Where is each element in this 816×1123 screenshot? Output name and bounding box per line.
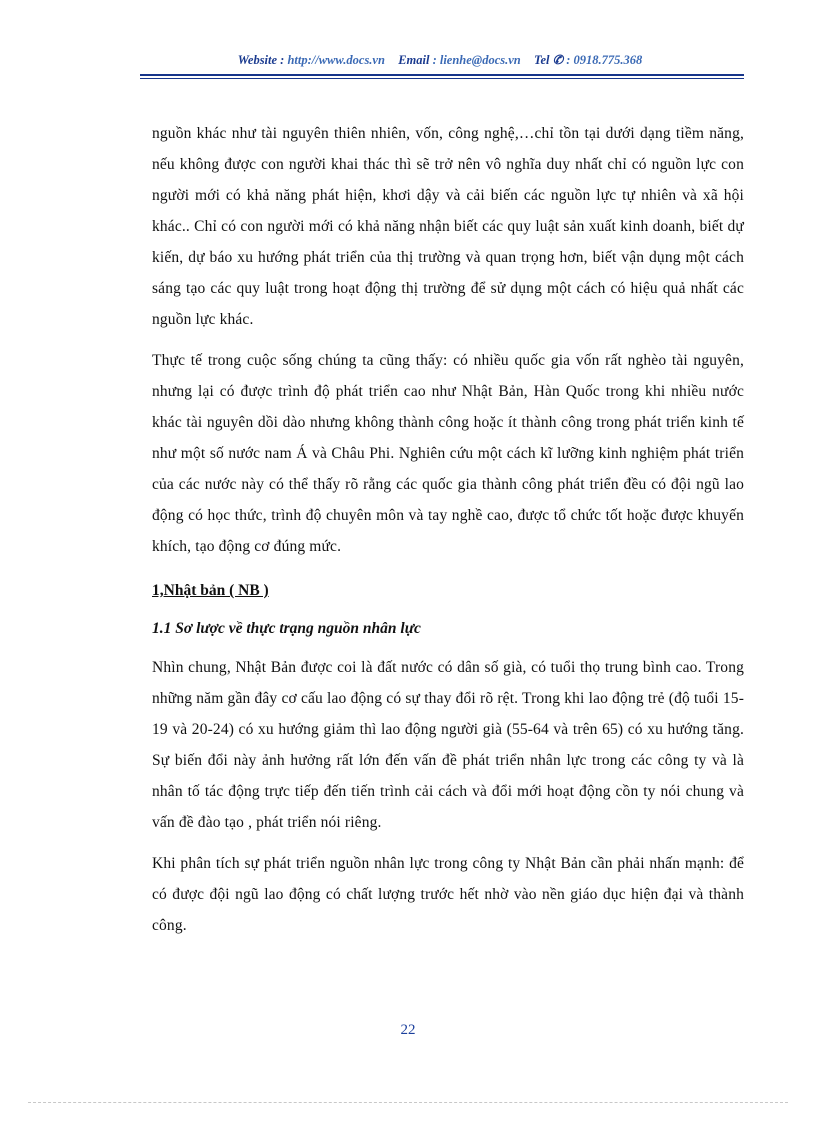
header-divider-thin (140, 78, 744, 79)
header-divider-thick (140, 74, 744, 76)
header-website-label: Website : (237, 53, 285, 67)
header-email-label: Email (398, 53, 430, 67)
telephone-icon: ✆ (552, 53, 564, 67)
page-header (140, 52, 740, 68)
header-tel-label: Tel (534, 53, 550, 67)
footer-divider (28, 1102, 788, 1103)
page-number: 22 (400, 1022, 416, 1038)
paragraph: nguồn khác như tài nguyên thiên nhiên, vốn, công nghệ,…chỉ tồn tại dưới dạng tiềm năng, nếu không được con người khai thác thì sẽ trở nên vô nghĩa duy nhất chỉ có nguồn lực con người mới có khả năng phát hiện, khơi dậy và cải biến các nguồn lực tự nhiên và xã hội khác.. Chỉ có con người mới có khả năng nhận biết các quy luật sản xuất kinh doanh, biết dự kiến, dự báo xu hướng phát triển của thị trường và quan trọng hơn, biết vận dụng một cách sáng tạo các quy luật trong hoạt động thị trường để sử dụng một cách có hiệu quả nhất các nguồn lực khác. (152, 125, 744, 328)
header-email-value: : lienhe@docs.vn (432, 53, 521, 67)
document-body (152, 118, 744, 941)
paragraph: Khi phân tích sự phát triển nguồn nhân lực trong công ty Nhật Bản cần phải nhấn mạnh: để có được đội ngũ lao động có chất lượng trước hết nhờ vào nền giáo dục hiện đại và thành công. (152, 855, 744, 934)
paragraph: Nhìn chung, Nhật Bản được coi là đất nước có dân số già, có tuổi thọ trung bình cao. Trong những năm gần đây cơ cấu lao động có sự thay đổi rõ rệt. Trong khi lao động trẻ (độ tuổi 15-19 và 20-24) có xu hướng giảm thì lao động người già (55-64 và trên 65) có xu hướng tăng. Sự biến đổi này ảnh hưởng rất lớn đến vấn đề phát triển nhân lực trong các công ty và là nhân tố tác động trực tiếp đến tiến trình cải cách và đổi mới hoạt động cồn ty nói chung và vấn đề đào tạo , phát triển nói riêng. (152, 659, 744, 831)
header-website-value: http://www.docs.vn (287, 53, 385, 67)
header-tel-value: : 0918.775.368 (566, 53, 643, 67)
section-heading-1-1: 1.1 Sơ lược về thực trạng nguồn nhân lực (152, 620, 421, 637)
section-heading-1: 1,Nhật bản ( NB ) (152, 582, 269, 599)
paragraph: Thực tế trong cuộc sống chúng ta cũng thấy: có nhiều quốc gia vốn rất nghèo tài nguyên, nhưng lại có được trình độ phát triển cao như Nhật Bản, Hàn Quốc trong khi nhiều nước khác tài nguyên dồi dào nhưng không thành công hoặc ít thành công trong phát triển kinh tế như một số nước nam Á và Châu Phi. Nghiên cứu một cách kĩ lưỡng kinh nghiệm phát triển của các nước này có thể thấy rõ rằng các quốc gia thành công phát triển đều có đội ngũ lao động có học thức, trình độ chuyên môn và tay nghề cao, được tổ chức tốt hoặc được khuyến khích, tạo động cơ đúng mức. (152, 352, 744, 555)
